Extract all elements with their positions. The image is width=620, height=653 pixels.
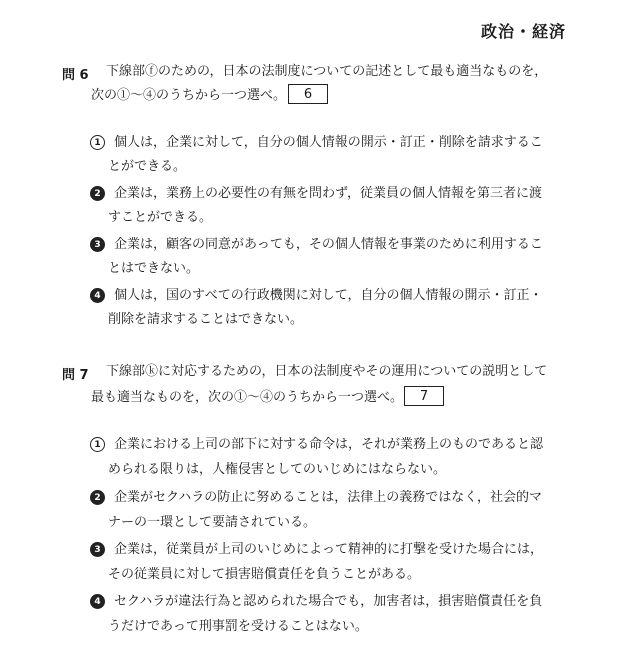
option-number: 4 [90,594,105,609]
answer-box[interactable]: 7 [404,386,444,406]
option-number: 3 [90,237,105,252]
question-label: 問 7 [62,368,89,383]
question-stem-line: 次の①〜④のうちから一つ選べ。 [91,88,287,103]
option-text-line: セクハラが違法行為と認められた場合でも，加害者は，損害賠償責任を負 [114,594,543,609]
option-text-line: すことができる。 [108,210,213,225]
option-number: 1 [90,437,105,452]
option-text-line: められる限りは，人権侵害としてのいじめにはならない。 [108,462,447,477]
option-text-line: ナーの一環として要請されている。 [108,515,317,530]
option-number: 2 [90,490,105,505]
option-text-line: 企業は，顧客の同意があっても，その個人情報を事業のために利用するこ [114,237,543,252]
subject-title: 政治・経済 [480,22,566,41]
option-text-line: 個人は，国のすべての行政機関に対して，自分の個人情報の開示・訂正・ [114,288,543,303]
option-text-line: その従業員に対して損害賠償責任を負うことがある。 [108,567,421,582]
option-text-line: 企業における上司の部下に対する命令は，それが業務上のものであると認 [114,437,544,452]
option-text-line: 企業は，従業員が上司のいじめによって精神的に打撃を受けた場合には， [114,542,544,557]
option-text-line: 企業がセクハラの防止に努めることは，法律上の義務ではなく，社会的マ [114,490,542,505]
option-text-line: 削除を請求することはできない。 [108,312,304,327]
option-number: 1 [90,135,105,150]
option-text-line: とはできない。 [108,261,200,276]
question-stem-line: 下線部ⓕのための，日本の法制度についての記述として最も適当なものを， [106,64,548,79]
option-text-line: 個人は，企業に対して，自分の個人情報の開示・訂正・削除を請求するこ [114,135,543,150]
option-text-line: とができる。 [108,159,187,174]
option-number: 2 [90,186,105,201]
option-number: 3 [90,542,105,557]
answer-box[interactable]: 6 [288,84,328,104]
option-text-line: うだけであって刑事罰を受けることはない。 [108,619,368,634]
option-text-line: 企業は，業務上の必要性の有無を問わず，従業員の個人情報を第三者に渡 [114,186,542,201]
question-stem-line: 最も適当なものを，次の①〜④のうちから一つ選べ。 [91,390,404,405]
option-number: 4 [90,288,105,303]
question-stem-line: 下線部ⓚに対応するための，日本の法制度やその運用についての説明として [106,364,548,379]
question-label: 問 6 [62,68,89,83]
